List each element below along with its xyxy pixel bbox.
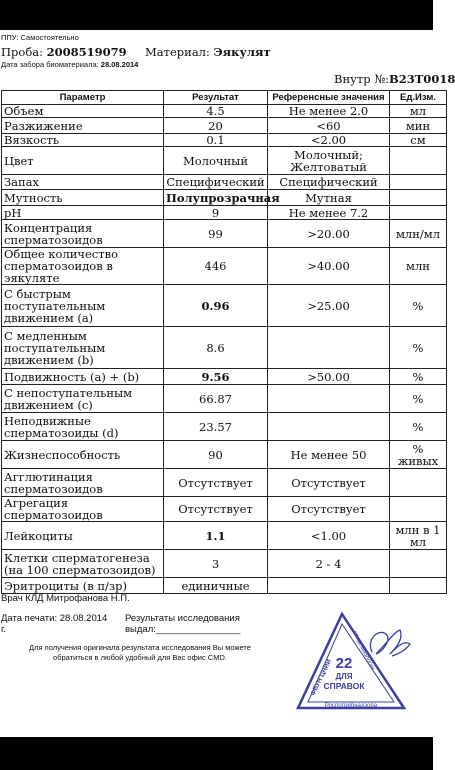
row-parameter: Запах <box>2 175 164 190</box>
row-reference: <60 <box>268 118 390 134</box>
row-unit: % живых <box>390 441 447 469</box>
row-reference: Не менее 7.2 <box>268 206 390 220</box>
collection-date-value: 28.08.2014 <box>100 60 139 69</box>
table-row <box>2 248 447 285</box>
row-parameter: Мутность <box>2 190 164 206</box>
row-result: 8.6 <box>164 327 268 369</box>
row-unit <box>390 206 447 220</box>
stamp-right-text: эпидемиологии <box>351 630 376 672</box>
row-parameter: Агглютинация сперматозоидов <box>2 469 164 497</box>
row-unit: млн/мл <box>390 220 447 248</box>
row-result: Отсутствует <box>164 469 268 497</box>
material-label: Материал: <box>145 45 210 59</box>
row-unit: мл <box>390 105 447 118</box>
doctor-name: Врач КЛД Митрофанова Н.П. <box>1 593 130 604</box>
row-unit <box>390 147 447 175</box>
row-unit <box>390 550 447 578</box>
table-row <box>2 175 447 190</box>
row-unit: мин <box>390 118 447 134</box>
header-reference: Референсные значения <box>268 91 390 105</box>
row-parameter: Неподвижные сперматозоиды (d) <box>2 413 164 441</box>
table-row <box>2 147 447 175</box>
navigation-bar <box>0 737 433 770</box>
row-reference: 2 - 4 <box>268 550 390 578</box>
row-parameter: Лейкоциты <box>2 522 164 550</box>
row-result: 20 <box>164 118 268 134</box>
lab-report-page <box>0 30 455 737</box>
table-row <box>2 413 447 441</box>
row-parameter: Жизнеспособность <box>2 441 164 469</box>
table-row <box>2 385 447 413</box>
row-reference: Отсутствует <box>268 469 390 497</box>
table-row <box>2 441 447 469</box>
row-unit <box>390 497 447 522</box>
table-row <box>2 578 447 594</box>
header-parameter: Параметр <box>2 91 164 105</box>
material-line <box>145 45 271 59</box>
stamp-line2: СПРАВОК <box>323 681 365 691</box>
table-header-row <box>2 91 447 105</box>
table-row <box>2 469 447 497</box>
row-parameter: С медленным поступательным движением (b) <box>2 327 164 369</box>
collection-date-line <box>1 60 138 69</box>
row-unit: % <box>390 327 447 369</box>
row-unit: % <box>390 369 447 385</box>
row-unit: % <box>390 285 447 327</box>
row-unit <box>390 469 447 497</box>
stamp-line1: ДЛЯ <box>335 672 353 681</box>
doctor-signature <box>370 630 410 656</box>
row-unit: млн в 1 мл <box>390 522 447 550</box>
row-parameter: Агрегация сперматозоидов <box>2 497 164 522</box>
row-reference: <1.00 <box>268 522 390 550</box>
row-result: Специфический <box>164 175 268 190</box>
table-row <box>2 220 447 248</box>
row-result: 9.56 <box>164 369 268 385</box>
row-result: Отсутствует <box>164 497 268 522</box>
table-row <box>2 190 447 206</box>
row-parameter: Цвет <box>2 147 164 175</box>
row-parameter: С быстрым поступательным движением (a) <box>2 285 164 327</box>
row-parameter: Общее количество сперматозоидов в эякуляте <box>2 248 164 285</box>
row-reference: Отсутствует <box>268 497 390 522</box>
row-parameter: Подвижность (a) + (b) <box>2 369 164 385</box>
row-unit <box>390 190 447 206</box>
row-unit <box>390 175 447 190</box>
row-parameter: pH <box>2 206 164 220</box>
row-reference: Молочный; Желтоватый <box>268 147 390 175</box>
stamp-bottom-text: Роспотребнадзора <box>324 703 378 709</box>
row-result: Полупрозрачная <box>164 190 268 206</box>
row-reference: <2.00 <box>268 134 390 147</box>
proba-value: 2008519079 <box>46 45 127 59</box>
table-row <box>2 285 447 327</box>
row-unit: см <box>390 134 447 147</box>
collection-date-label: Дата забора биоматериала: <box>1 60 99 69</box>
row-reference <box>268 327 390 369</box>
table-row <box>2 134 447 147</box>
row-parameter: Концентрация сперматозоидов <box>2 220 164 248</box>
row-unit: % <box>390 385 447 413</box>
row-reference: Не менее 50 <box>268 441 390 469</box>
row-result: 4.5 <box>164 105 268 118</box>
row-unit <box>390 578 447 594</box>
header-result: Результат <box>164 91 268 105</box>
row-unit: % <box>390 413 447 441</box>
row-reference: >20.00 <box>268 220 390 248</box>
row-result: 3 <box>164 550 268 578</box>
table-row <box>2 497 447 522</box>
row-result: 66.87 <box>164 385 268 413</box>
stamp-left-text: ФБУН ЦНИИ <box>309 658 334 697</box>
row-result: 1.1 <box>164 522 268 550</box>
print-date: Дата печати: 28.08.2014 г. <box>1 613 108 635</box>
row-reference <box>268 413 390 441</box>
row-parameter: Объем <box>2 105 164 118</box>
internal-number-label: Внутр №: <box>334 72 390 86</box>
row-reference: Мутная <box>268 190 390 206</box>
row-reference: Не менее 2.0 <box>268 105 390 118</box>
row-result: 0.96 <box>164 285 268 327</box>
sample-line <box>1 45 127 59</box>
row-result: 446 <box>164 248 268 285</box>
row-result: Молочный <box>164 147 268 175</box>
table-row <box>2 118 447 134</box>
internal-number <box>334 72 455 86</box>
proba-label: Проба: <box>1 45 43 59</box>
status-bar <box>0 0 433 30</box>
row-result: 99 <box>164 220 268 248</box>
row-parameter: Эритроциты (в п/зр) <box>2 578 164 594</box>
material-value: Эякулят <box>213 45 271 59</box>
row-reference: >25.00 <box>268 285 390 327</box>
row-reference <box>268 578 390 594</box>
header-unit: Ед.Изм. <box>390 91 447 105</box>
row-result: 23.57 <box>164 413 268 441</box>
row-result: 0.1 <box>164 134 268 147</box>
row-parameter: С непоступательным движением (c) <box>2 385 164 413</box>
row-reference: >40.00 <box>268 248 390 285</box>
ppu-line: ППУ: Самостоятельно <box>1 33 79 42</box>
original-notice: Для получения оригинала результата исследования Вы можете обратиться в любой удобный для Вас офис CMD. <box>29 643 251 662</box>
table-row <box>2 105 447 118</box>
results-table <box>1 90 447 594</box>
internal-number-value: B23T0018 <box>389 72 455 86</box>
table-row <box>2 550 447 578</box>
issued-by: Результаты исследования выдал:________________ <box>125 613 241 635</box>
table-row <box>2 369 447 385</box>
row-parameter: Вязкость <box>2 134 164 147</box>
row-parameter: Клетки сперматогенеза (на 100 сперматозоидов) <box>2 550 164 578</box>
row-parameter: Разжижение <box>2 118 164 134</box>
row-reference: >50.00 <box>268 369 390 385</box>
table-row <box>2 522 447 550</box>
table-row <box>2 206 447 220</box>
row-result: 90 <box>164 441 268 469</box>
row-reference: Специфический <box>268 175 390 190</box>
row-unit: млн <box>390 248 447 285</box>
stamp-number: 22 <box>335 655 353 672</box>
table-row <box>2 327 447 369</box>
row-result: 9 <box>164 206 268 220</box>
laboratory-stamp <box>294 610 414 715</box>
row-result: единичные <box>164 578 268 594</box>
row-reference <box>268 385 390 413</box>
